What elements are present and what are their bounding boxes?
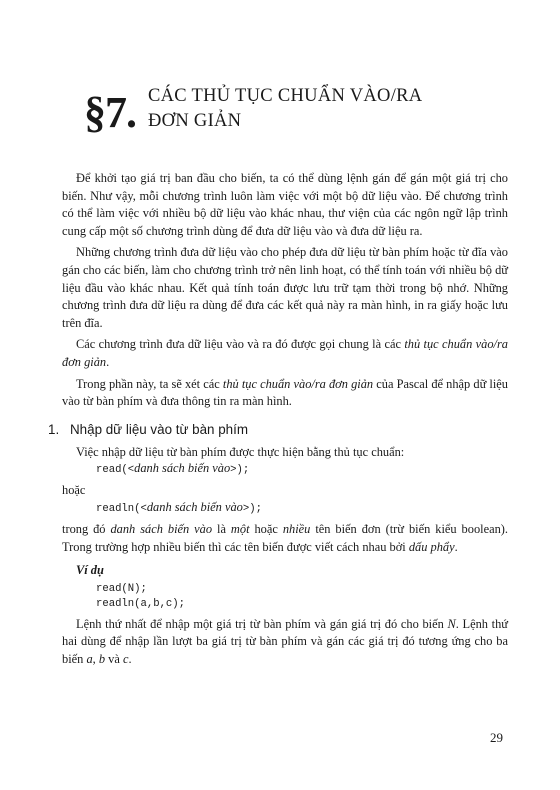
- emphasis: a: [86, 651, 93, 666]
- emphasis: thủ tục chuẩn vào/ra đơn giản: [62, 337, 508, 369]
- subsection-title: Nhập dữ liệu vào từ bàn phím: [70, 421, 248, 437]
- text-run: Các chương trình đưa dữ liệu vào và ra đó được gọi chung là các: [76, 337, 405, 352]
- code-run: read(<: [96, 464, 135, 477]
- text-run: .: [106, 354, 110, 369]
- text-run: của Pascal để nhập dữ liệu vào từ bàn phím và đưa thông tin ra màn hình.: [62, 376, 508, 409]
- description-text: [62, 521, 508, 556]
- emphasis: một: [230, 521, 250, 536]
- subsection-number: 1.: [48, 421, 60, 437]
- section-title-line-1: CÁC THỦ TỤC CHUẨN VÀO/RA: [148, 86, 423, 106]
- emphasis: N: [447, 616, 456, 631]
- example-label: Ví dụ: [76, 563, 104, 578]
- text-run: Trong phần này, ta sẽ xét các: [76, 376, 223, 391]
- text-run: .: [454, 539, 458, 554]
- emphasis: b: [98, 651, 106, 666]
- example-code: [96, 582, 508, 612]
- emphasis: nhiều: [282, 521, 311, 536]
- code-placeholder: danh sách biến vào: [146, 499, 243, 514]
- emphasis: thủ tục chuẩn vào/ra đơn giản: [222, 376, 374, 391]
- subsection-heading: [48, 421, 508, 439]
- code-line: readln(a,b,c);: [96, 597, 186, 610]
- section-title-line-2: ĐƠN GIẢN: [148, 111, 242, 131]
- emphasis: c: [122, 651, 129, 666]
- code-run: >);: [242, 502, 262, 515]
- code-run: readln(<: [96, 502, 147, 515]
- example-explanation: [62, 616, 508, 669]
- text-run: trong đó: [62, 521, 111, 536]
- emphasis: danh sách biến vào: [110, 521, 213, 536]
- body-text: [48, 170, 508, 672]
- text-run: và: [105, 651, 123, 666]
- text-run: ,: [92, 651, 99, 666]
- code-line: read(N);: [96, 582, 147, 595]
- code-placeholder: danh sách biến vào: [134, 461, 231, 476]
- paragraph-3: [62, 336, 508, 371]
- code-readln: [96, 500, 508, 517]
- text-run: là: [212, 521, 231, 536]
- emphasis: dấu phẩy: [408, 539, 455, 554]
- code-read: [96, 461, 508, 478]
- paragraph-1: Để khởi tạo giá trị ban đầu cho biến, ta có thể dùng lệnh gán để gán một giá trị cho biến. Như vậy, mỗi chương trình luôn làm việc với một bộ dữ liệu vào. Để chương trình có thể làm việc với nhiều bộ dữ liệu vào khác nhau, thư viện của các ngôn ngữ lập trình cung cấp một số chương trình dùng để đưa dữ liệu vào và đưa dữ liệu ra.: [62, 171, 508, 238]
- paragraph-4: [62, 376, 508, 411]
- intro-text: Việc nhập dữ liệu từ bàn phím được thực hiện bằng thủ tục chuẩn:: [76, 444, 405, 459]
- paragraph-2: Những chương trình đưa dữ liệu vào cho phép đưa dữ liệu từ bàn phím hoặc từ đĩa vào gán cho các biến, làm cho chương trình trở nên linh hoạt, có thể tính toán với nhiều bộ dữ liệu đầu vào khác nhau. Kết quả tính toán được lưu trữ tạm thời trong bộ nhớ. Những chương trình đưa dữ liệu ra dùng để đưa các kết quả này ra màn hình, in ra giấy hoặc lưu trên đĩa.: [62, 245, 508, 330]
- page-number: 29: [490, 730, 503, 745]
- or-text: hoặc: [62, 483, 86, 498]
- text-run: tên biến đơn (trừ biến kiểu boolean). Trong trường hợp nhiều biến thì các tên biến được viết cách nhau bởi: [62, 521, 508, 554]
- code-run: >);: [230, 464, 250, 477]
- section-title: [148, 84, 422, 134]
- text-run: hoặc: [249, 521, 283, 536]
- text-run: . Lệnh thứ hai dùng để nhập lần lượt ba giá trị từ bàn phím và gán các giá trị đó tương ứng cho ba biến: [62, 616, 508, 666]
- text-run: Lệnh thứ nhất để nhập một giá trị từ bàn phím và gán giá trị đó cho biến: [76, 616, 448, 631]
- section-heading: [84, 80, 504, 150]
- section-number: §7.: [84, 88, 136, 137]
- text-run: .: [128, 651, 132, 666]
